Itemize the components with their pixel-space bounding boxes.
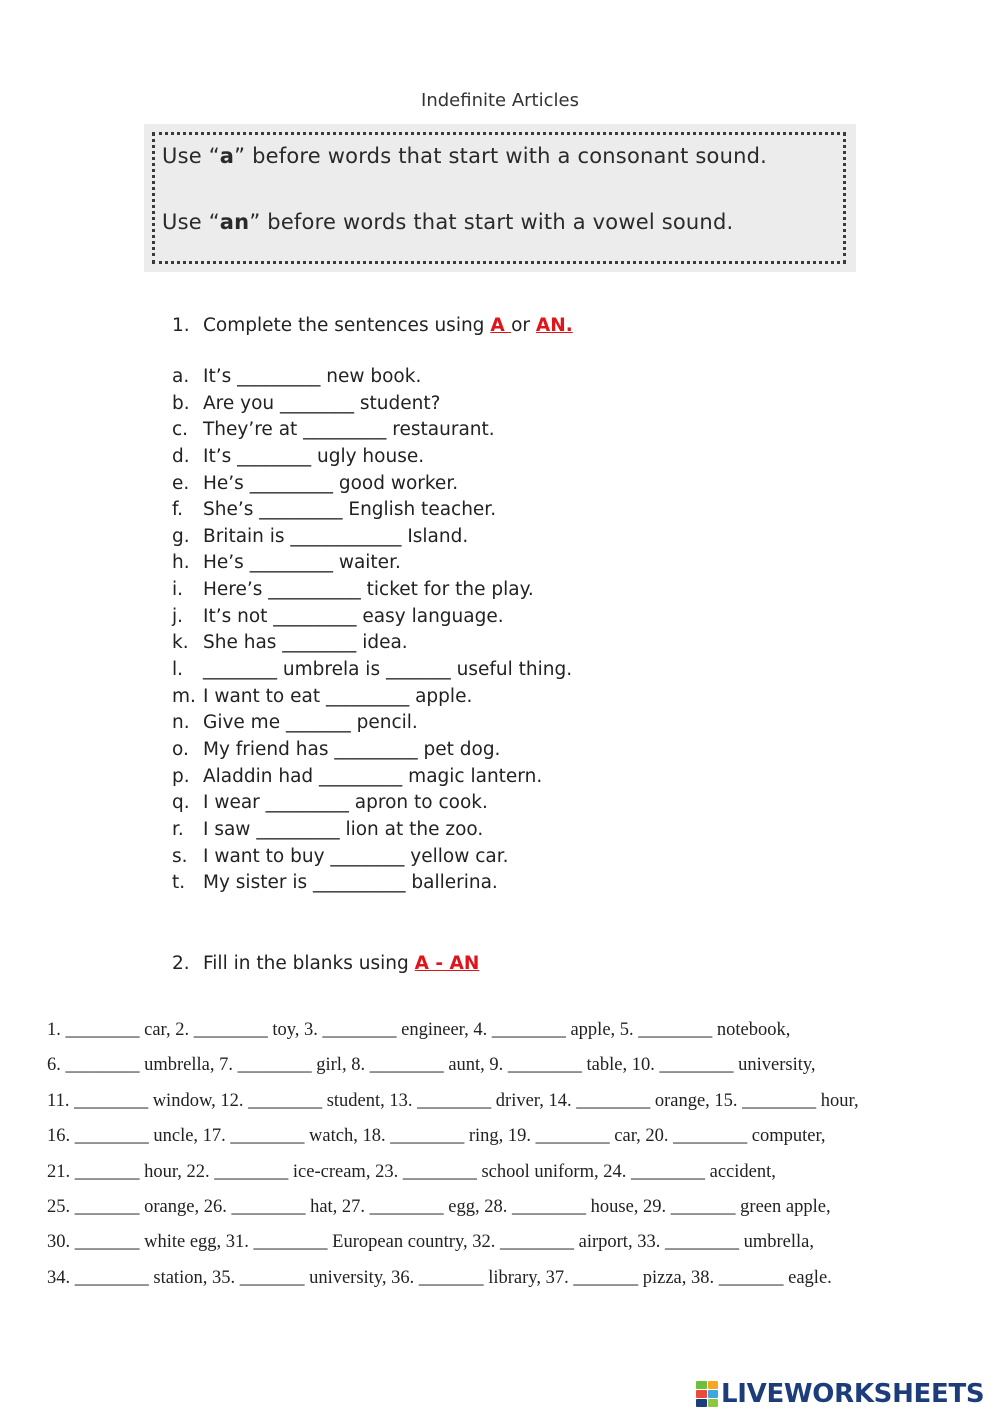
sentence-text: My friend has _________ pet dog. xyxy=(203,738,501,760)
sentence-item xyxy=(172,524,572,551)
sentence-item xyxy=(172,737,572,764)
sentence-text: ________ umbrela is _______ useful thing. xyxy=(203,659,573,681)
sentence-item xyxy=(172,657,572,684)
sentence-text: It’s _________ new book. xyxy=(203,366,422,387)
option-an: AN. xyxy=(535,315,573,336)
fill-blanks-line: 30. _______ white egg, 31. ________ European country, 32. ________ airport, 33. ________ umbrella, xyxy=(47,1232,814,1253)
logo-text: LIVEWORKSHEETS xyxy=(721,1379,985,1409)
fill-blanks-line: 16. ________ uncle, 17. ________ watch, 18. ________ ring, 19. ________ car, 20. ________ computer, xyxy=(47,1126,826,1147)
sentence-text: He’s _________ good worker. xyxy=(203,472,459,494)
sentence-item xyxy=(172,630,572,657)
option-a: A xyxy=(490,315,512,336)
sentence-text: Britain is ____________ Island. xyxy=(203,525,469,547)
sentence-text: Are you ________ student? xyxy=(203,392,441,414)
sentence-text: I saw _________ lion at the zoo. xyxy=(203,818,484,840)
sentence-letter: s. xyxy=(172,845,188,867)
sentence-item xyxy=(172,550,572,577)
sentence-text: Give me _______ pencil. xyxy=(203,712,418,734)
sentence-item xyxy=(172,417,572,444)
sentence-item xyxy=(172,710,572,737)
sentence-letter: d. xyxy=(172,445,190,467)
liveworksheets-logo-icon xyxy=(696,1381,718,1407)
exercise2-heading xyxy=(172,953,479,974)
sentence-text: My sister is __________ ballerina. xyxy=(203,872,498,894)
sentence-list xyxy=(172,364,572,897)
sentence-letter: p. xyxy=(172,765,190,787)
sentence-letter: q. xyxy=(172,792,190,814)
sentence-letter: e. xyxy=(172,472,190,494)
fill-blanks-line: 11. ________ window, 12. ________ student, 13. ________ driver, 14. ________ orange, 15. ________ hour, xyxy=(47,1090,859,1111)
sentence-letter: k. xyxy=(172,632,189,654)
sentence-letter: j. xyxy=(172,605,184,627)
sentence-letter: f. xyxy=(172,499,184,521)
sentence-text: Aladdin had _________ magic lantern. xyxy=(203,765,543,787)
sentence-letter: o. xyxy=(172,738,189,760)
rule-vowel: Use “an” before words that start with a vowel sound. xyxy=(162,210,734,234)
sentence-text: I want to buy ________ yellow car. xyxy=(203,845,509,867)
fill-blanks-list xyxy=(47,1013,967,1296)
sentence-item xyxy=(172,764,572,791)
sentence-item xyxy=(172,497,572,524)
exercise2-options: A - AN xyxy=(414,953,480,974)
sentence-letter: n. xyxy=(172,712,190,734)
sentence-letter: m. xyxy=(172,685,196,707)
fill-blanks-line: 6. ________ umbrella, 7. ________ girl, 8. ________ aunt, 9. ________ table, 10. ________ university, xyxy=(47,1055,816,1076)
sentence-letter: r. xyxy=(172,818,184,840)
sentence-text: I want to eat _________ apple. xyxy=(203,685,473,707)
sentence-text: It’s ________ ugly house. xyxy=(203,445,425,467)
sentence-item xyxy=(172,471,572,498)
sentence-item xyxy=(172,391,572,418)
sentence-item xyxy=(172,364,572,391)
sentence-letter: b. xyxy=(172,392,190,414)
sentence-item xyxy=(172,790,572,817)
sentence-letter: l. xyxy=(172,659,184,681)
sentence-item xyxy=(172,577,572,604)
sentence-text: She has ________ idea. xyxy=(203,632,408,654)
sentence-letter: a. xyxy=(172,366,190,387)
exercise1-instruction: Complete the sentences using xyxy=(203,315,491,336)
exercise2-number: 2. xyxy=(172,953,190,974)
sentence-item xyxy=(172,844,572,871)
sentence-text: They’re at _________ restaurant. xyxy=(203,419,495,441)
sentence-item xyxy=(172,684,572,711)
rule-consonant: Use “a” before words that start with a consonant sound. xyxy=(162,144,768,168)
sentence-text: It’s not _________ easy language. xyxy=(203,605,504,627)
sentence-item xyxy=(172,604,572,631)
exercise1-heading xyxy=(172,315,573,336)
liveworksheets-logo xyxy=(696,1377,984,1411)
sentence-letter: t. xyxy=(172,872,186,894)
fill-blanks-line: 25. _______ orange, 26. ________ hat, 27. ________ egg, 28. ________ house, 29. _______ green apple, xyxy=(47,1196,831,1217)
exercise2-instruction: Fill in the blanks using xyxy=(203,953,415,974)
sentence-text: I wear _________ apron to cook. xyxy=(203,792,488,814)
page-title: Indefinite Articles xyxy=(421,90,579,111)
sentence-item xyxy=(172,444,572,471)
sentence-letter: h. xyxy=(172,552,190,574)
exercise1-number: 1. xyxy=(172,315,190,336)
sentence-text: He’s _________ waiter. xyxy=(203,552,401,574)
sentence-text: She’s _________ English teacher. xyxy=(203,499,497,521)
sentence-letter: c. xyxy=(172,419,189,441)
sentence-item xyxy=(172,817,572,844)
rule-box xyxy=(144,124,856,272)
sentence-item xyxy=(172,870,572,897)
option-connector: or xyxy=(511,315,536,336)
fill-blanks-line: 34. ________ station, 35. _______ university, 36. _______ library, 37. _______ pizza, 38. _______ eagle. xyxy=(47,1267,832,1288)
sentence-letter: i. xyxy=(172,579,184,601)
sentence-letter: g. xyxy=(172,525,190,547)
fill-blanks-line: 21. _______ hour, 22. ________ ice-cream, 23. ________ school uniform, 24. ________ accident, xyxy=(47,1161,776,1182)
sentence-text: Here’s __________ ticket for the play. xyxy=(203,579,534,601)
fill-blanks-line: 1. ________ car, 2. ________ toy, 3. ________ engineer, 4. ________ apple, 5. ________ notebook, xyxy=(47,1020,791,1040)
